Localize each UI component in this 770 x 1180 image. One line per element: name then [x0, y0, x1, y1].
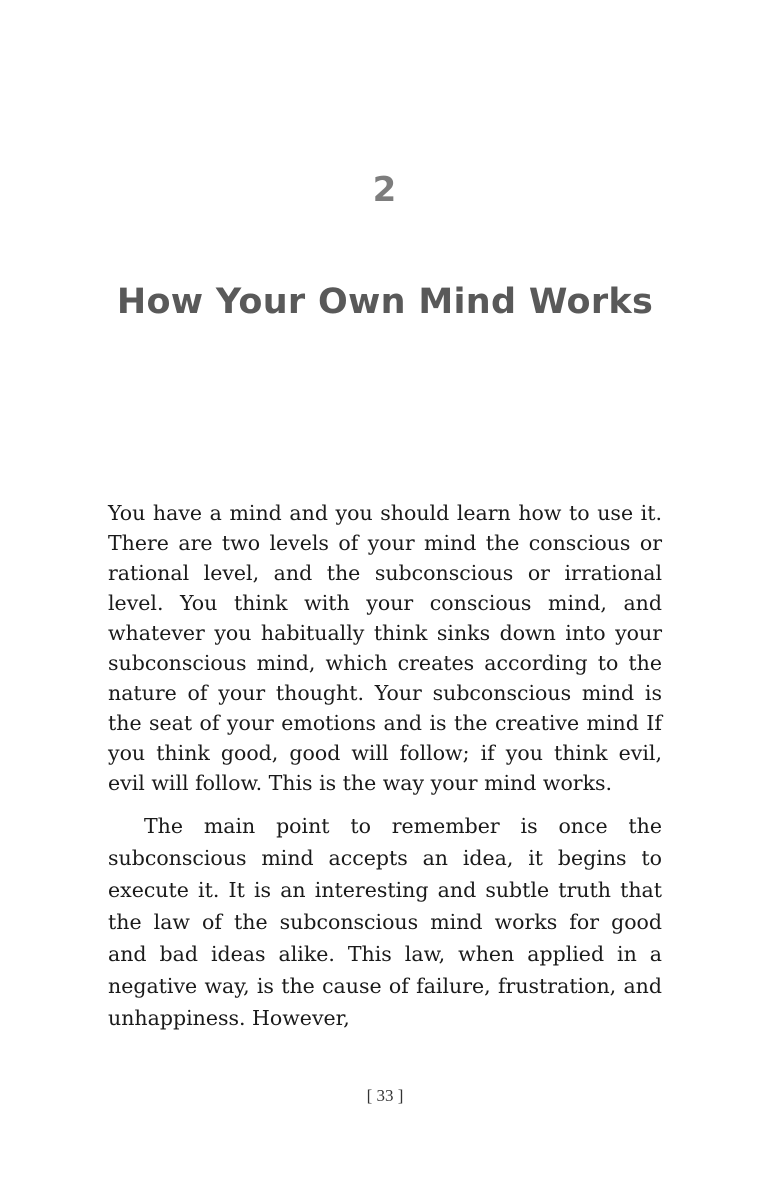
paragraph-2: The main point to remember is once the subconscious mind accepts an idea, it begins to execute it. It is an interesting and subtle truth that the law of the subconscious mind works for good and bad ideas alike. This law, when applied in a negative way, is the cause of failure, frustration, and unhappiness. However, [108, 814, 662, 1030]
paragraph-1: You have a mind and you should learn how to use it. There are two levels of your mind the conscious or rational level, and the subconscious or irrational level. You think with your conscious mind, and whatever you habitually think sinks down into your subconscious mind, which creates according to the nature of your thought. Your subconscious mind is the seat of your emotions and is the creative mind If you think good, good will follow; if you think evil, evil will follow. This is the way your mind works. [108, 501, 662, 795]
chapter-number: 2 [372, 170, 398, 210]
chapter-body [108, 498, 662, 1034]
chapter-title: How Your Own Mind Works [116, 282, 654, 322]
page-number: [ 33 ] [366, 1086, 404, 1105]
